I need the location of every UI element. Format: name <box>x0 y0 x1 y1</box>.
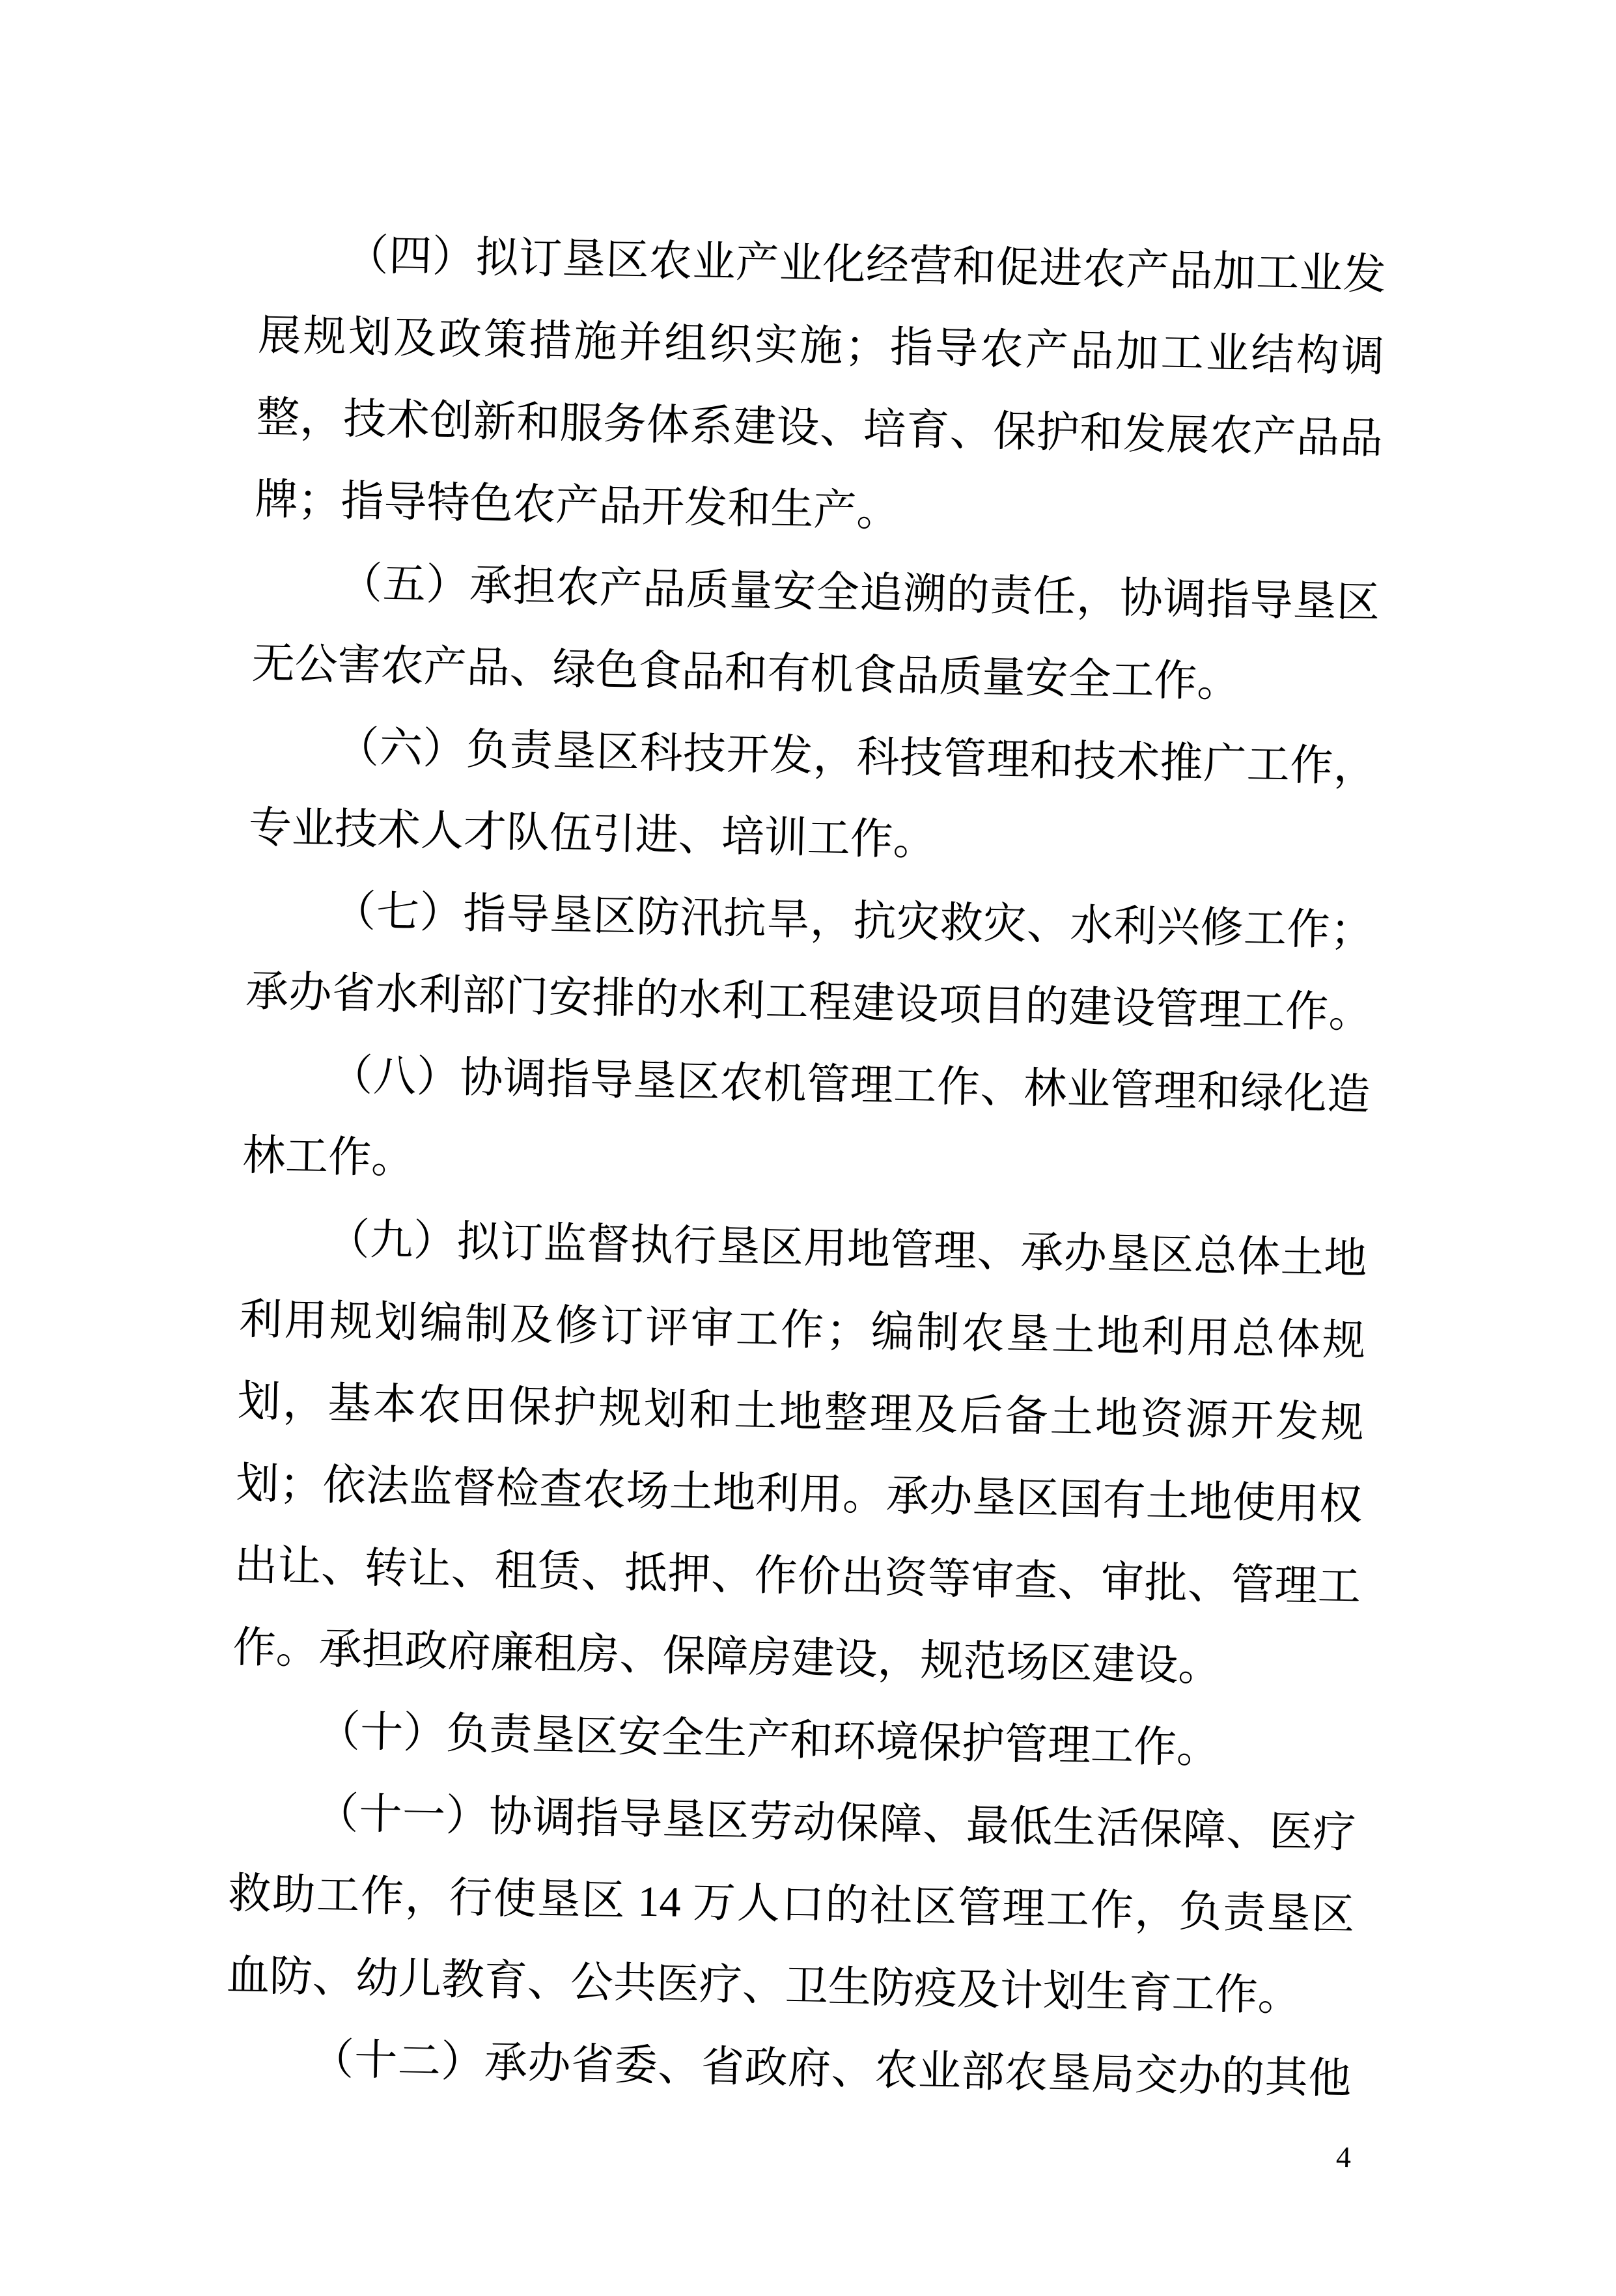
text-line: （八）协调指导垦区农机管理工作、林业管理和绿化造 <box>329 1051 1371 1119</box>
text-line: 承办省水利部门安排的水利工程建设项目的建设管理工作。 <box>245 967 1372 1037</box>
text-line: 救助工作，行使垦区 14 万人口的社区管理工作，负责垦区 <box>227 1870 1355 1939</box>
text-line: （四）拟订垦区农业产业化经营和促进农产品加工业发 <box>345 231 1387 299</box>
text-line: （九）拟订监督执行垦区用地管理、承办垦区总体土地 <box>326 1215 1368 1283</box>
text-line: 牌；指导特色农产品开发和生产。 <box>254 475 900 536</box>
text-line: 作。承担政府廉租房、保障房建设，规范场区建设。 <box>232 1624 1222 1691</box>
text-line: 专业技术人才队伍引进、培训工作。 <box>248 803 937 865</box>
text-line: （十二）承办省委、省政府、农业部农垦局交办的其他 <box>310 2036 1352 2103</box>
document-text-block <box>224 213 1386 2121</box>
text-line: 林工作。 <box>242 1131 415 1183</box>
text-line: 血防、幼儿教育、公共医疗、卫生防疫及计划生育工作。 <box>226 1952 1302 2021</box>
text-line: 利用规划编制及修订评审工作；编制农垦土地利用总体规 <box>238 1295 1366 1365</box>
text-line: （六）负责垦区科技开发，科技管理和技术推广工作， <box>335 723 1377 792</box>
text-line: （十）负责垦区安全生产和环境保护管理工作。 <box>316 1708 1220 1773</box>
text-line: （十一）协调指导垦区劳动保障、最低生活保障、医疗 <box>315 1790 1357 1857</box>
text-line: （七）指导垦区防汛抗旱，抗灾救灾、水利兴修工作； <box>332 887 1374 956</box>
text-line: （五）承担农产品质量安全追溯的责任，协调指导垦区 <box>339 559 1380 628</box>
text-line: 无公害农产品、绿色食品和有机食品质量安全工作。 <box>251 639 1241 707</box>
text-line: 展规划及政策措施并组织实施；指导农产品加工业结构调 <box>257 311 1385 381</box>
text-line: 划，基本农田保护规划和土地整理及后备土地资源开发规 <box>237 1377 1365 1447</box>
text-line: 出让、转让、租赁、抵押、作价出资等审查、审批、管理工 <box>234 1542 1361 1611</box>
page-number: 4 <box>1335 2140 1352 2174</box>
text-line: 划；依法监督检查农场土地利用。承办垦区国有土地使用权 <box>235 1459 1363 1529</box>
text-line: 整，技术创新和服务体系建设、培育、保护和发展农产品品 <box>256 393 1384 463</box>
